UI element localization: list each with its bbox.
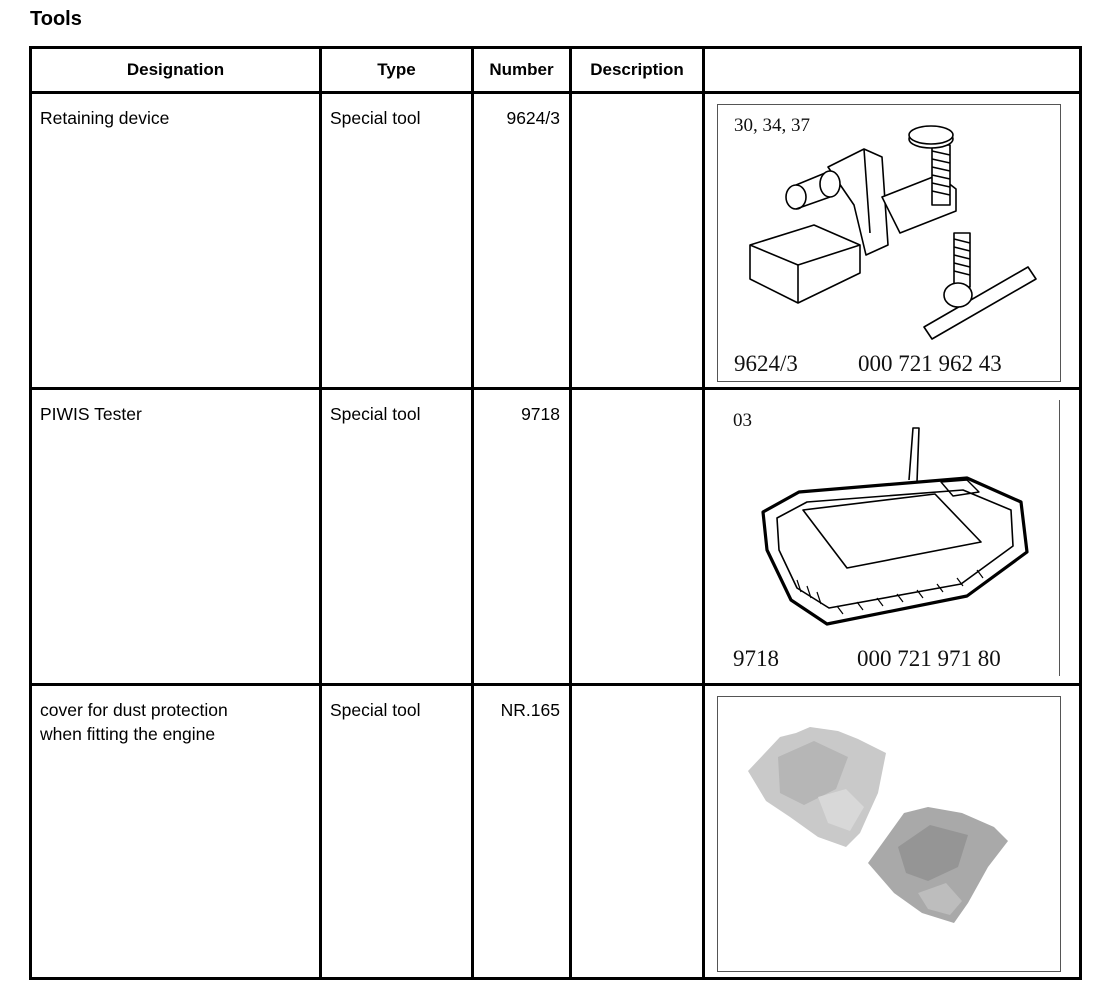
cell-type bbox=[321, 389, 473, 685]
cell-designation bbox=[31, 93, 321, 389]
number-text: NR.165 bbox=[500, 700, 560, 720]
header-type: Type bbox=[321, 48, 473, 93]
image-order-number: 000 721 971 80 bbox=[857, 646, 1001, 671]
cell-image bbox=[704, 389, 1081, 685]
header-description: Description bbox=[571, 48, 704, 93]
designation-text: Retaining device bbox=[40, 108, 170, 128]
tool-image-frame bbox=[717, 104, 1061, 382]
type-text: Special tool bbox=[330, 700, 421, 720]
description-text bbox=[572, 94, 702, 106]
header-image bbox=[704, 48, 1081, 93]
type-text: Special tool bbox=[330, 108, 421, 128]
tool-image-frame bbox=[717, 400, 1060, 676]
cell-number bbox=[473, 685, 571, 979]
cell-description bbox=[571, 93, 704, 389]
cell-description bbox=[571, 389, 704, 685]
cell-image bbox=[704, 685, 1081, 979]
designation-line: cover for dust protection bbox=[40, 700, 228, 720]
cell-type bbox=[321, 685, 473, 979]
table-row bbox=[31, 93, 1081, 389]
cell-designation bbox=[31, 685, 321, 979]
description-text bbox=[572, 390, 702, 402]
number-text: 9624/3 bbox=[506, 108, 560, 128]
designation-text: PIWIS Tester bbox=[40, 404, 142, 424]
image-top-label: 30, 34, 37 bbox=[734, 115, 810, 136]
page-title: Tools bbox=[30, 8, 82, 30]
image-part-number: 9718 bbox=[733, 646, 779, 671]
image-order-number: 000 721 962 43 bbox=[858, 351, 1002, 376]
cell-number bbox=[473, 93, 571, 389]
cell-number bbox=[473, 389, 571, 685]
dust-cover-photo bbox=[718, 697, 1060, 971]
designation-text bbox=[32, 686, 319, 746]
designation-line: when fitting the engine bbox=[40, 724, 216, 744]
cell-image bbox=[704, 93, 1081, 389]
description-text bbox=[572, 686, 702, 698]
cell-type bbox=[321, 93, 473, 389]
type-text: Special tool bbox=[330, 404, 421, 424]
tool-image-frame bbox=[717, 696, 1061, 972]
image-part-number: 9624/3 bbox=[734, 351, 798, 376]
table-row bbox=[31, 685, 1081, 979]
piwis-tester-drawing bbox=[717, 400, 1059, 676]
retaining-device-drawing bbox=[718, 105, 1060, 381]
tools-table bbox=[29, 46, 1082, 980]
image-top-label: 03 bbox=[733, 410, 752, 431]
table-header-row bbox=[31, 48, 1081, 93]
cell-description bbox=[571, 685, 704, 979]
table-row bbox=[31, 389, 1081, 685]
cell-designation bbox=[31, 389, 321, 685]
number-text: 9718 bbox=[521, 404, 560, 424]
header-number: Number bbox=[473, 48, 571, 93]
header-designation: Designation bbox=[31, 48, 321, 93]
